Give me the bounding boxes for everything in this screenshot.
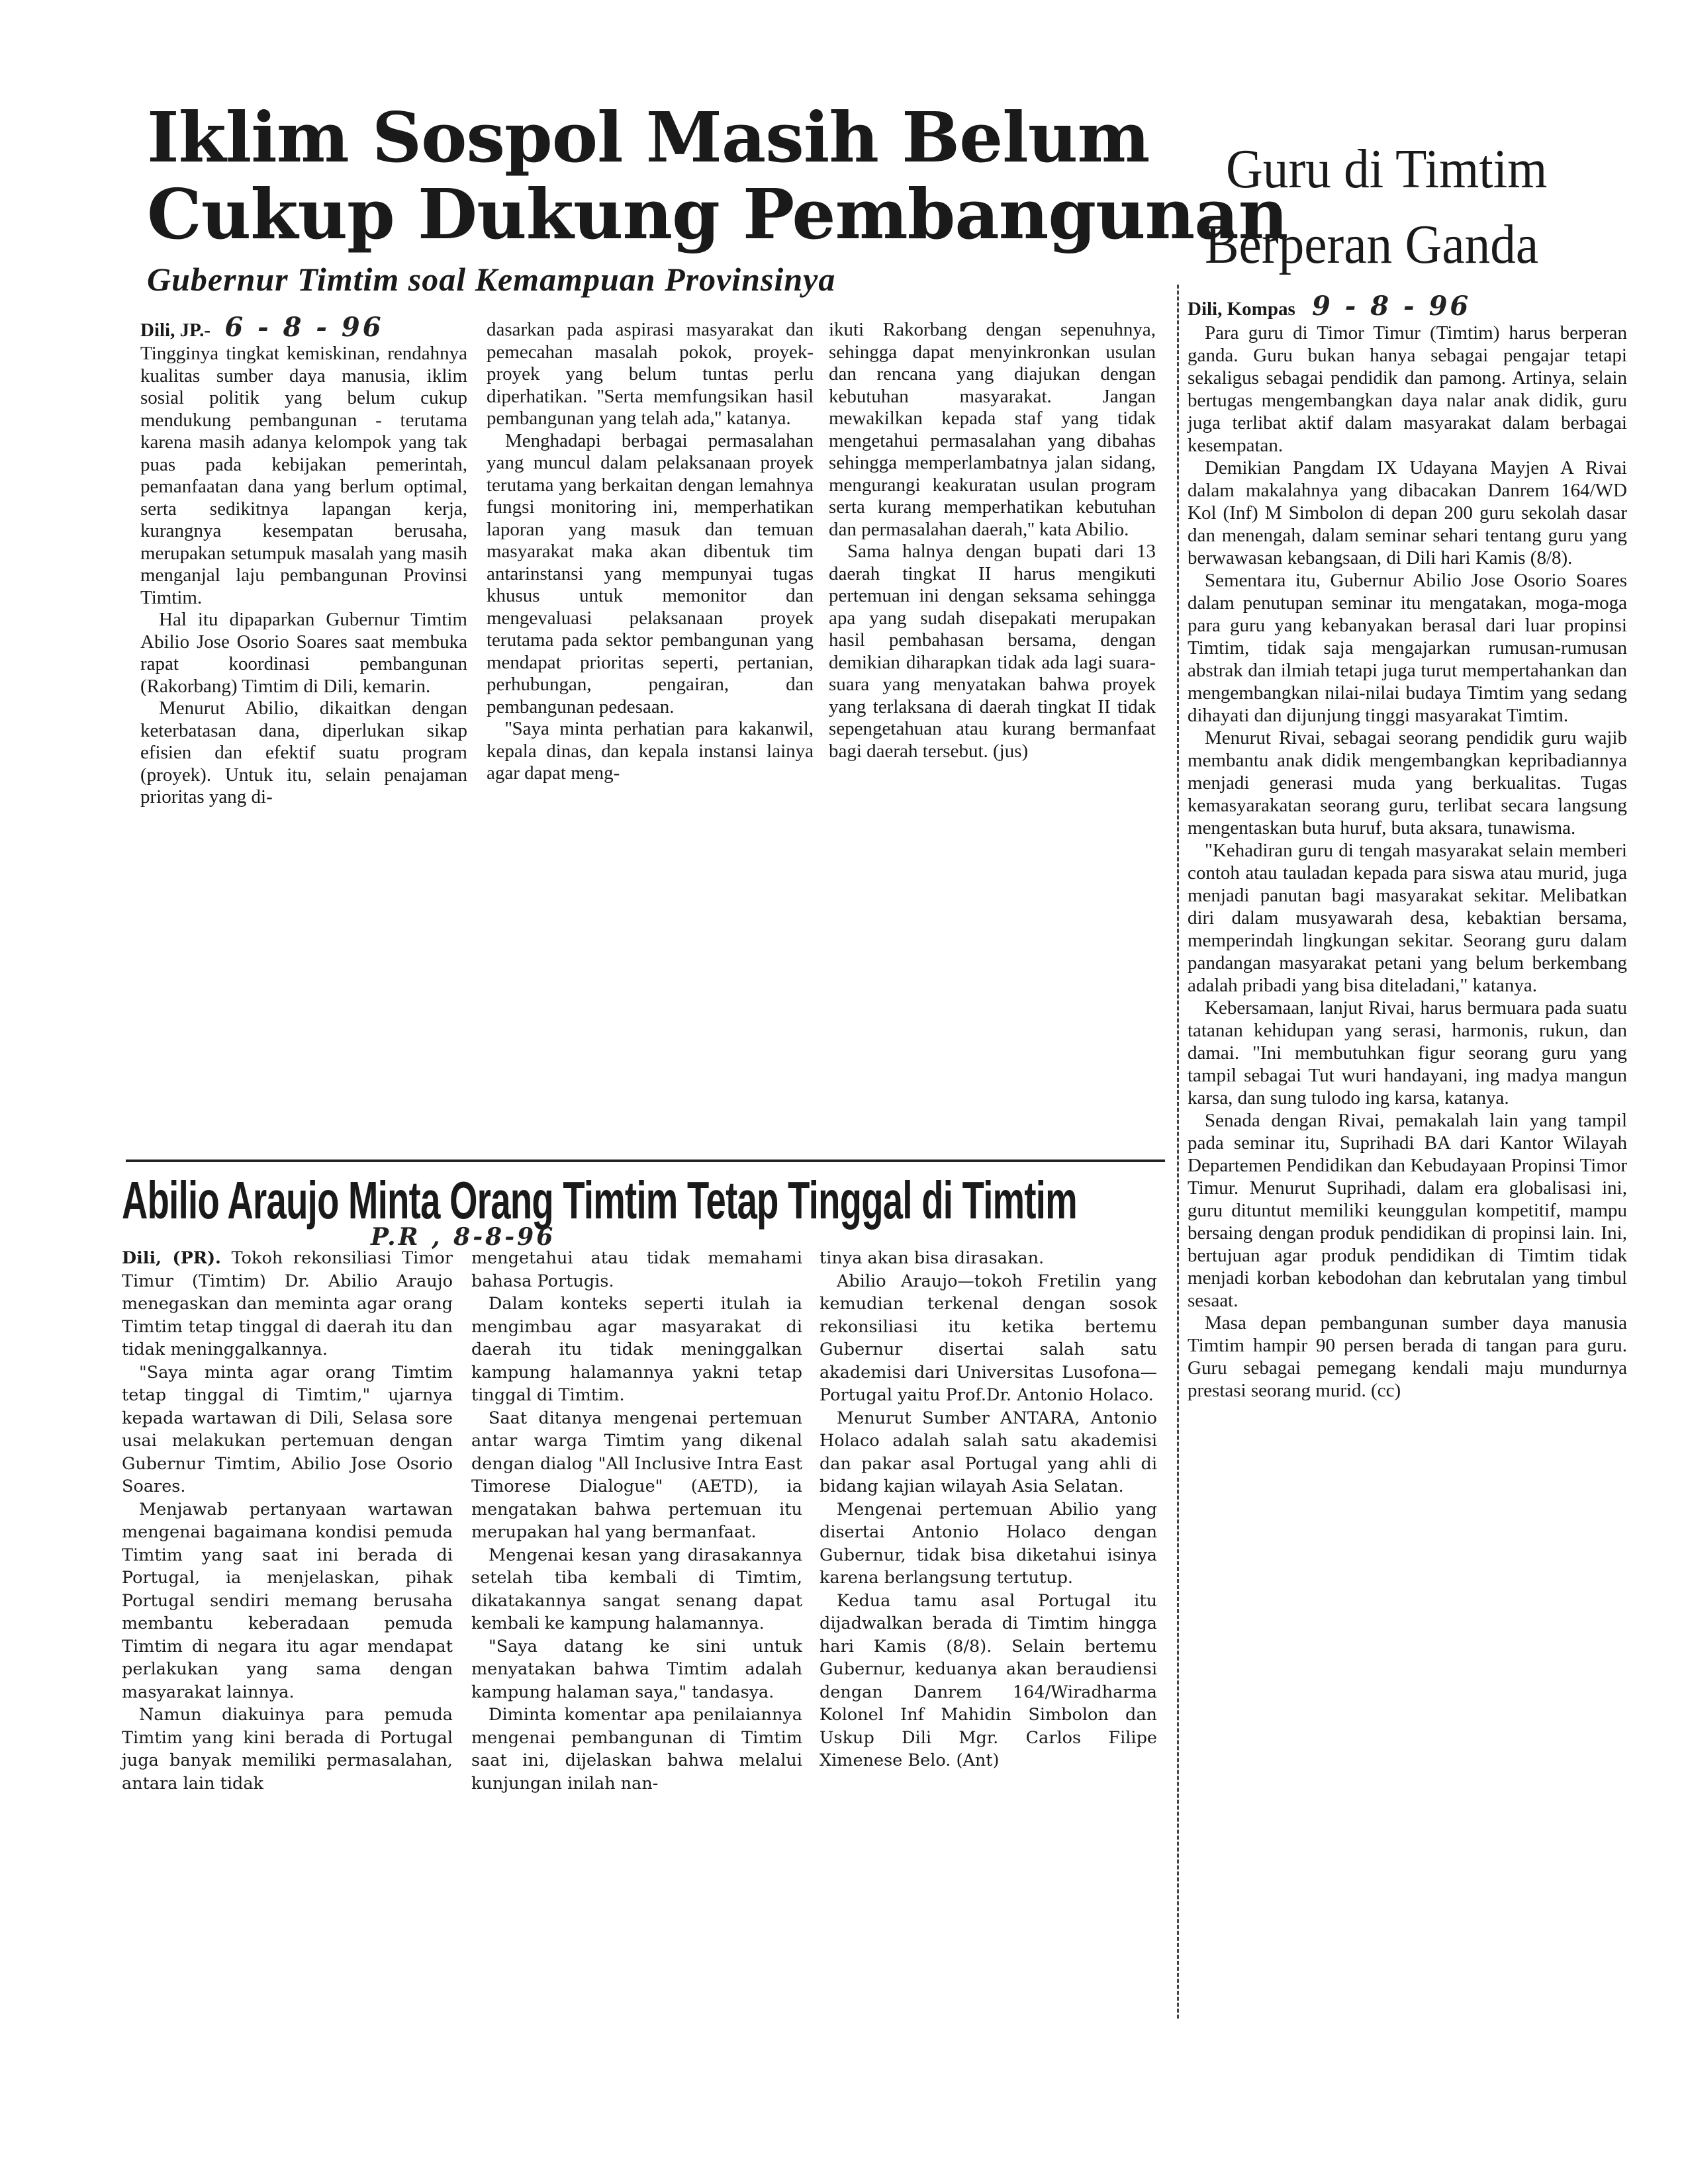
paragraph-text: Tokoh rekonsiliasi Timor Timur (Timtim) Dr. Abilio Araujo menegaskan dan meminta agar orang Timtim tetap tinggal di daerah itu dan tidak meninggalkannya. [122, 1248, 453, 1359]
paragraph: Tingginya tingkat kemiskinan, rendahnya kualitas sumber daya manusia, iklim sosial politik yang belum cukup mendukung pembangunan - terutama karena masih adanya kelompok yang tak puas pada kebijakan pemerintah, pemanfaatan dana yang berlum optimal, serta sedikitnya lapangan kerja, kurangnya kesempatan berusaha, merupakan setumpuk masalah yang masih menganjal laju pembangunan Provinsi Timtim. [140, 343, 467, 608]
paragraph: "Saya datang ke sini untuk menyatakan bahwa Timtim adalah kampung halaman saya," tandasya. [471, 1636, 802, 1702]
headline-line-2: Berperan Ganda [1205, 214, 1539, 275]
article3-column [1188, 291, 1627, 1402]
paragraph: ikuti Rakorbang dengan sepenuhnya, sehingga dapat menyinkronkan usulan dan rencana yang diajukan dengan kebutuhan masyarakat. Jangan mewakilkan kepada staf yang tidak mengetahui permasalahan yang dibahas sehingga memperlambatnya jalan sidang, mengurangi keakuratan usulan program serta kurang memperhatikan kebutuhan dan permasalahan daerah,'' kata Abilio. [829, 319, 1156, 540]
paragraph: mengetahui atau tidak memahami bahasa Portugis. [471, 1248, 802, 1291]
dateline: Dili, Kompas [1188, 298, 1295, 320]
dateline: Dili, (PR). [122, 1248, 221, 1268]
paragraph: Mengenai pertemuan Abilio yang disertai Antonio Holaco dengan Gubernur, tidak bisa diketahui isinya karena berlangsung tertutup. [819, 1499, 1157, 1588]
paragraph: Sama halnya dengan bupati dari 13 daerah tingkat II harus mengikuti pertemuan ini dengan seksama sehingga apa yang sudah disepakati merupakan hasil pembahasan bersama, dengan demikian diharapkan tidak ada lagi suara-suara yang menyatakan bahwa proyek yang terlaksana di daerah tingkat II tidak sepengetahuan atau kurang bermanfaat bagi daerah tersebut. (jus) [829, 541, 1156, 762]
article1-column-1 [140, 312, 467, 809]
paragraph: Kedua tamu asal Portugal itu dijadwalkan berada di Timtim hingga hari Kamis (8/8). Selain bertemu Gubernur, keduanya akan beraudiensi dengan Danrem 164/Wiradharma Kolonel Inf Mahidin Simbolon dan Uskup Dili Mgr. Carlos Filipe Ximenese Belo. (Ant) [819, 1590, 1157, 1770]
article-divider [126, 1160, 1165, 1162]
paragraph: Dalam konteks seperti itulah ia mengimbau agar masyarakat di daerah itu tidak meninggalkan kampung halamannya yakni tetap tinggal di Timtim. [471, 1294, 802, 1405]
subheadline: Gubernur Timtim soal Kemampuan Provinsinya [147, 261, 836, 298]
paragraph: Senada dengan Rivai, pemakalah lain yang tampil pada seminar itu, Suprihadi BA dari Kantor Wilayah Departemen Pendidikan dan Kebudayaan Propinsi Timor Timur. Menurut Suprihadi, dalam era globalisasi ini, guru dituntut memiliki keunggulan kompetitif, mampu bersaing dengan produk pendidikan di propinsi lain. Ini, bertujuan agar produk pendidikan di Timtim tidak menjadi korban kebodohan dan kebrutalan yang timbul sesaat. [1188, 1110, 1627, 1311]
article2-column-1 [122, 1247, 453, 1795]
paragraph: Menurut Abilio, dikaitkan dengan keterbatasan dana, diperlukan sikap efisien dan efektif suatu program (proyek). Untuk itu, selain penajaman prioritas yang di- [140, 698, 467, 807]
paragraph: Sementara itu, Gubernur Abilio Jose Osorio Soares dalam penutupan seminar itu mengatakan, moga-moga para guru yang kebanyakan berasal dari luar propinsi Timtim, tidak saja mengajarkan rumusan-rumusan abstrak dan ilmiah tetapi juga turut mempertahankan dan mengembangkan nilai-nilai budaya Timtim yang sedang dihayati dan dijunjung tinggi masyarakat Timtim. [1188, 570, 1627, 726]
handwritten-date: 6 - 8 - 96 [224, 312, 384, 343]
paragraph: Menurut Rivai, sebagai seorang pendidik guru wajib membantu anak didik mengembangkan kepribadiannya menjadi generasi muda yang berkualitas. Tugas kemasyarakatan seorang guru, terlibat secara langsung mengentaskan buta huruf, buta aksara, tunawisma. [1188, 727, 1627, 839]
article2-column-2 [471, 1247, 802, 1795]
headline: Abilio Araujo Minta Orang Timtim Tetap Tinggal di Timtim [122, 1171, 1077, 1230]
paragraph [122, 1247, 453, 1361]
dateline-row [1188, 291, 1627, 322]
paragraph: "Saya minta agar orang Timtim tetap tinggal di Timtim," ujarnya kepada wartawan di Dili, Selasa sore usai melakukan pertemuan dengan Gubernur Timtim, Abilio Jose Osorio Soares. [122, 1362, 453, 1496]
dateline-row [140, 312, 467, 343]
paragraph: Mengenai kesan yang dirasakannya setelah tiba kembali di Timtim, dikatakannya sangat senang dapat kembali ke kampung halamannya. [471, 1545, 802, 1633]
dateline: Dili, JP.- [140, 320, 211, 341]
paragraph: Menghadapi berbagai permasalahan yang muncul dalam pelaksanaan proyek terutama yang berkaitan dengan lemahnya fungsi monitoring ini, memperhatikan laporan yang masuk dan temuan masyarakat maka akan dibentuk tim antarinstansi yang mempunyai tugas khusus untuk memonitor dan mengevaluasi pelaksanaan proyek terutama pada sektor pembangunan yang mendapat prioritas seperti, pertanian, perhubungan, pengairan, dan pembangunan pedesaan. [487, 430, 814, 717]
handwritten-date: 9 - 8 - 96 [1312, 291, 1472, 322]
paragraph: Abilio Araujo—tokoh Fretilin yang kemudian terkenal dengan sosok rekonsiliasi itu ketika bertemu Gubernur disertai salah satu akademisi dari Universitas Lusofona—Portugal yaitu Prof.Dr. Antonio Holaco. [819, 1271, 1157, 1405]
paragraph: "Kehadiran guru di tengah masyarakat selain memberi contoh atau tauladan kepada para siswa atau murid, juga menjadi panutan bagi masyarakat sekitar. Melibatkan diri dalam musyawarah desa, kebaktian bersama, memperindah lingkungan sekitar. Seorang guru dalam pandangan masyarakat petani yang belum berkembang adalah pribadi yang bisa diteladani," katanya. [1188, 840, 1627, 996]
article1-column-3 [829, 319, 1156, 762]
article-guru-timtim [1178, 0, 1684, 2184]
paragraph: dasarkan pada aspirasi masyarakat dan pemecahan masalah pokok, proyek-proyek yang belum tuntas perlu diperhatikan. ''Serta memfungsikan hasil pembangunan yang telah ada,'' katanya. [487, 319, 814, 429]
paragraph: Diminta komentar apa penilaiannya mengenai pembangunan di Timtim saat ini, dijelaskan bahwa melalui kunjungan inilah nan- [471, 1705, 802, 1794]
paragraph: Menurut Sumber ANTARA, Antonio Holaco adalah salah satu akademisi dan pakar asal Portugal yang ahli di bidang kajian wilayah Asia Selatan. [819, 1408, 1157, 1496]
paragraph: Menjawab pertanyaan wartawan mengenai bagaimana kondisi pemuda Timtim yang saat ini berada di Portugal, ia menjelaskan, pihak Portugal sendiri memang berusaha membantu keberadaan pemuda Timtim di negara itu agar mendapat perlakukan yang sama dengan masyarakat lainnya. [122, 1499, 453, 1702]
paragraph: Demikian Pangdam IX Udayana Mayjen A Rivai dalam makalahnya yang dibacakan Danrem 164/WD Kol (Inf) M Simbolon di depan 200 guru sekolah dasar dan menengah, dalam seminar sehari tentang guru yang berwawasan kebangsaan, di Dili hari Kamis (8/8). [1188, 457, 1627, 569]
paragraph: Hal itu dipaparkan Gubernur Timtim Abilio Jose Osorio Soares saat membuka rapat koordinasi pembangunan (Rakorbang) Timtim di Dili, kemarin. [140, 609, 467, 697]
paragraph: Para guru di Timor Timur (Timtim) harus berperan ganda. Guru bukan hanya sebagai pengajar tetapi sekaligus sebagai pendidik dan pamong. Artinya, selain bertugas mengembangkan daya nalar anak didik, guru juga terlibat aktif dalam masyarakat dalam berbagai kesempatan. [1188, 322, 1627, 456]
paragraph: Saat ditanya mengenai pertemuan antar warga Timtim yang dikenal dengan dialog "All Inclusive Intra East Timorese Dialogue" (AETD), ia mengatakan bahwa pertemuan itu merupakan hal yang bermanfaat. [471, 1408, 802, 1542]
paragraph: tinya akan bisa dirasakan. [819, 1248, 1045, 1268]
paragraph: ''Saya minta perhatian para kakanwil, kepala dinas, dan kepala instansi lainya agar dapat meng- [487, 718, 814, 784]
paragraph: Masa depan pembangunan sumber daya manusia Timtim hampir 90 persen berada di tangan para guru. Guru sebagai pemegang kendali maju mundurnya prestasi seorang murid. (cc) [1188, 1312, 1627, 1401]
paragraph: Kebersamaan, lanjut Rivai, harus bermuara pada suatu tatanan kehidupan yang serasi, harmonis, rukun, dan damai. "Ini membutuhkan figur seorang guru yang tampil sebagai Tut wuri handayani, ing madya mangun karsa, dan sung tulodo ing karsa, katanya. [1188, 997, 1627, 1109]
headline-line-2: Cukup Dukung Pembangunan [147, 173, 1288, 255]
article-abilio-araujo [0, 1165, 1178, 1985]
article2-column-3 [819, 1247, 1157, 1772]
headline-line-1: Iklim Sospol Masih Belum [147, 97, 1150, 178]
handwritten-source-note: P.R , 8-8-96 [371, 1223, 556, 1251]
article1-column-2 [487, 319, 814, 785]
paragraph: Namun diakuinya para pemuda Timtim yang kini berada di Portugal juga banyak memiliki permasalahan, antara lain tidak [122, 1705, 453, 1794]
headline-line-1: Guru di Timtim [1226, 138, 1548, 200]
